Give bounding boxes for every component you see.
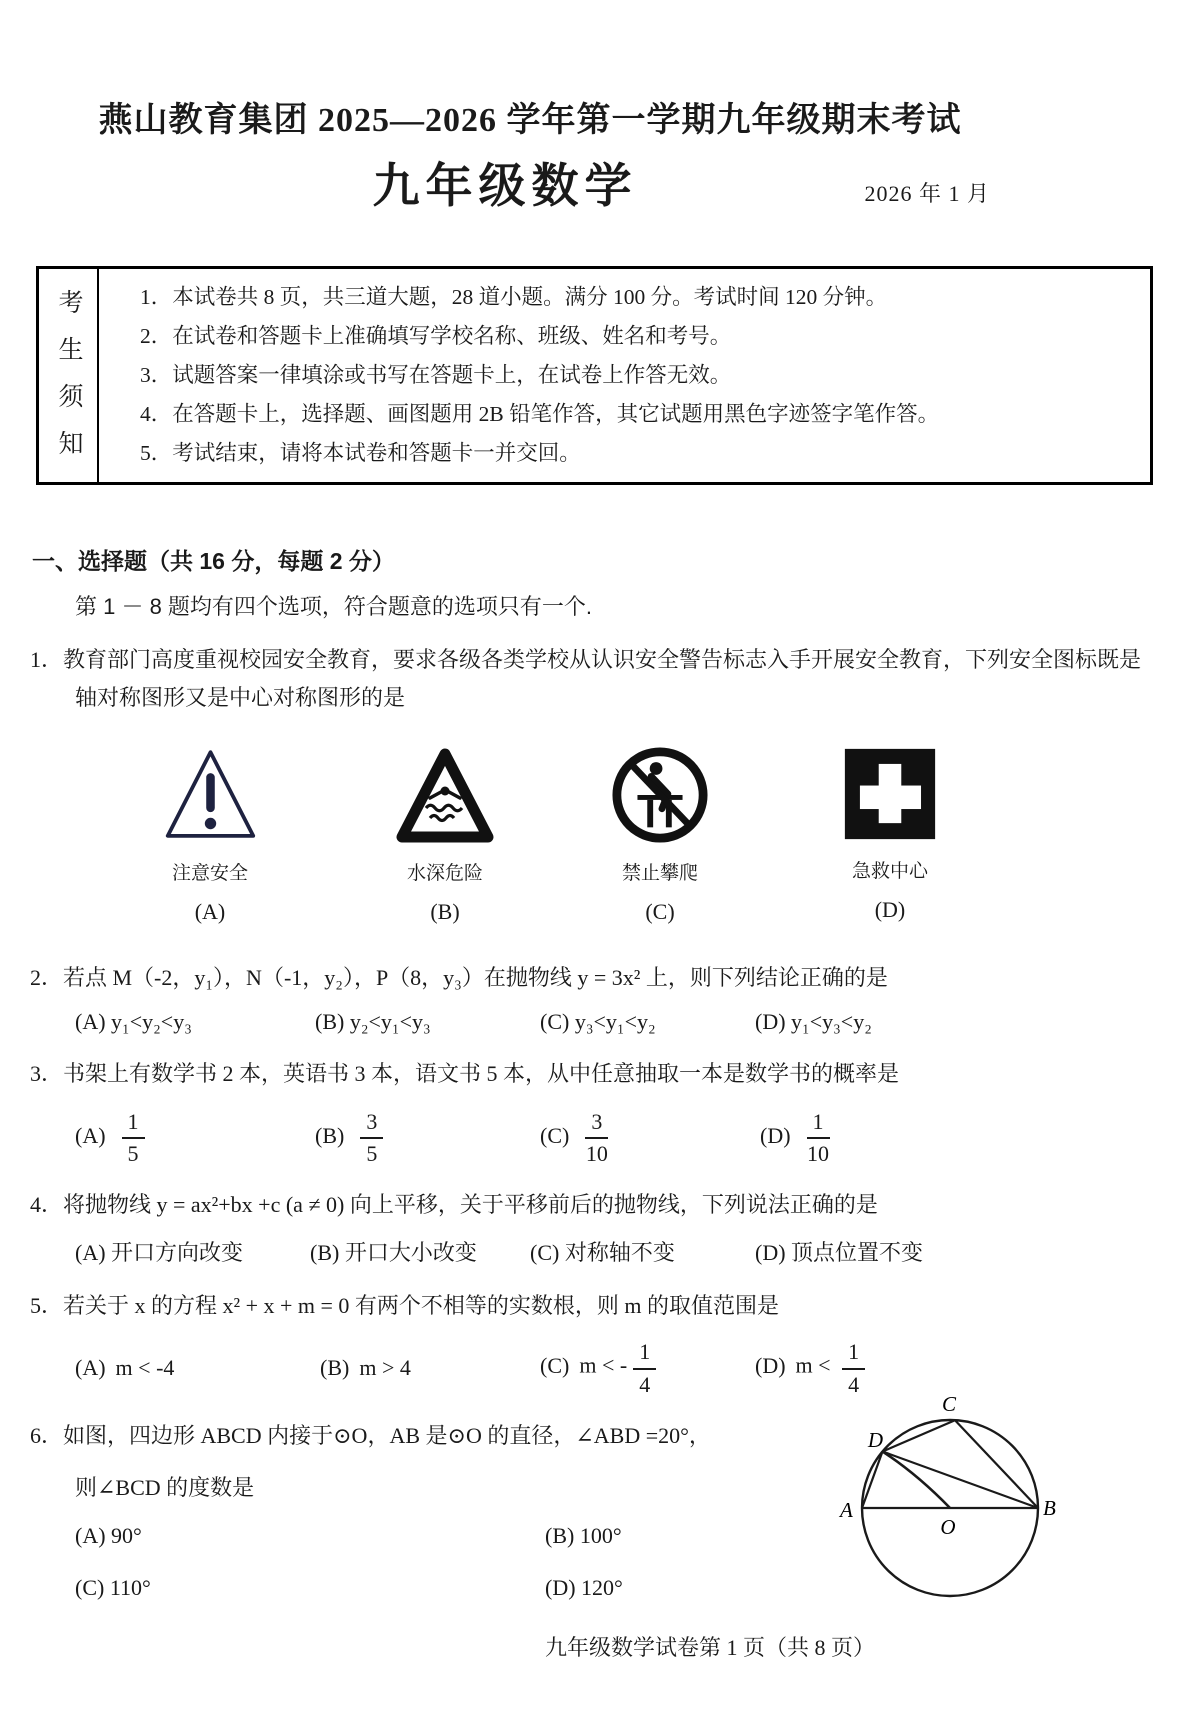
option: (A) 90°: [75, 1522, 142, 1548]
option: (D) y₁<y₃<y₂: [755, 1009, 872, 1034]
option-letter: (D): [755, 1353, 786, 1379]
fraction: $\frac{1}{10}$: [807, 1109, 830, 1167]
question-4-options: [30, 1236, 1160, 1267]
question-1-icons-row: [30, 745, 1160, 925]
option-letter: (D): [760, 1122, 791, 1148]
notice-item: 2．在试卷和答题卡上准确填写学校名称、班级、姓名和考号。: [140, 324, 732, 348]
notice-item: 4．在答题卡上，选择题、画图题用 2B 铅笔作答，其它试题用黑色字迹签字笔作答。: [140, 402, 940, 426]
question-1-text: 1．教育部门高度重视校园安全教育，要求各级各类学校从认识安全警告标志入手开展安全教育，下列安全图标既是轴对称图形又是中心对称图形的是: [30, 647, 1142, 710]
subject-title-row: [95, 149, 1095, 216]
option-prefix: m < -: [579, 1353, 628, 1379]
option-letter: (A): [75, 1122, 106, 1148]
fraction: $\frac{3}{5}$: [360, 1109, 383, 1166]
option-letter: (A): [194, 899, 226, 924]
diagram-label-d: D: [867, 1427, 883, 1452]
sign-label: 急救中心: [851, 861, 928, 882]
option-letter: (A): [75, 1355, 106, 1381]
option-b-sign: [365, 745, 525, 925]
sign-label: 水深危险: [406, 863, 483, 884]
notice-box: [36, 266, 1153, 485]
diagram-label-c: C: [941, 1391, 957, 1416]
option-letter: (B): [430, 899, 460, 924]
question-6-text: 6．如图，四边形 ABCD 内接于⊙O，AB 是⊙O 的直径，∠ABD =20°，: [30, 1422, 711, 1448]
notice-item: 1．本试卷共 8 页，共三道大题，28 道小题。满分 100 分。考试时间 120 分钟。: [140, 285, 888, 309]
question-2-text: 2．若点 M（-2，y₁），N（-1，y₂），P（8，y₃）在抛物线 y = 3x² 上，则下列结论正确的是: [30, 965, 888, 990]
notice-item-list: [99, 269, 949, 482]
exam-date: 2026 年 1 月: [864, 181, 990, 206]
notice-side-column: [39, 269, 99, 482]
no-climbing-icon: [611, 745, 709, 845]
option: (A) 开口方向改变: [75, 1240, 244, 1266]
question-6: [30, 1391, 1160, 1601]
option: (A) y₁<y₂<y₃: [75, 1009, 192, 1034]
sign-label: 禁止攀爬: [621, 863, 698, 884]
fraction: $\frac{3}{10}$: [585, 1109, 608, 1167]
fraction: $\frac{1}{5}$: [122, 1109, 145, 1166]
option-letter: (C): [540, 1353, 570, 1379]
option: (D) 顶点位置不变: [755, 1240, 924, 1266]
option: (B) 开口大小改变: [310, 1240, 477, 1266]
option: (B) 100°: [545, 1522, 622, 1548]
option-a-sign: [130, 745, 290, 925]
exam-body: [0, 543, 1190, 1662]
notice-item: 3．试题答案一律填涂或书写在答题卡上，在试卷上作答无效。: [140, 363, 732, 387]
option-value: m > 4: [359, 1355, 411, 1381]
option: (B) y₂<y₁<y₃: [315, 1009, 431, 1034]
question-2-options: [30, 1009, 1160, 1035]
question-4-text: 4．将抛物线 y = ax²+bx +c (a ≠ 0) 向上平移，关于平移前后的抛物线，下列说法正确的是: [30, 1192, 878, 1218]
question-6-options: [30, 1523, 775, 1601]
page-footer: 九年级数学试卷第 1 页（共 8 页）: [544, 1634, 875, 1660]
option: (C) 110°: [75, 1574, 151, 1600]
option-value: m < -4: [115, 1355, 175, 1381]
option-letter: (C): [645, 899, 675, 924]
question-5-text: 5．若关于 x 的方程 x² + x + m = 0 有两个不相等的实数根，则 m 的取值范围是: [30, 1293, 780, 1319]
warning-sign-icon: [163, 745, 258, 845]
section-heading: 一、选择题（共 16 分，每题 2 分）: [32, 548, 395, 574]
subject-title: 九年级数学: [372, 161, 638, 213]
fraction: $\frac{1}{4}$: [842, 1339, 865, 1396]
option: [540, 1339, 755, 1396]
option: [75, 1355, 320, 1381]
diagram-label-o: O: [940, 1514, 956, 1539]
option: [760, 1109, 1160, 1166]
option: [75, 1109, 315, 1166]
option-c-sign: [580, 745, 740, 925]
option-letter: (B): [315, 1122, 345, 1148]
option: (D) 120°: [545, 1574, 623, 1600]
option-prefix: m <: [795, 1353, 837, 1379]
notice-item: 5．考试结束，请将本试卷和答题卡一并交回。: [140, 441, 581, 465]
option: [540, 1109, 760, 1166]
option-d-sign: [810, 745, 970, 925]
option: (C) y₃<y₁<y₂: [540, 1009, 656, 1034]
option: [320, 1355, 540, 1381]
deep-water-icon: [395, 745, 495, 845]
notice-side-label: 考生须知: [55, 288, 82, 477]
question-3-text: 3．书架上有数学书 2 本，英语书 3 本，语文书 5 本，从中任意抽取一本是数学书的概率是: [30, 1061, 900, 1086]
first-aid-icon: [843, 745, 937, 843]
option-letter: (B): [320, 1355, 350, 1381]
fraction: $\frac{1}{4}$: [633, 1339, 656, 1396]
diagram-label-b: B: [1043, 1495, 1056, 1520]
diagram-label-a: A: [840, 1497, 853, 1522]
option-letter: (D): [874, 897, 906, 922]
exam-title: 燕山教育集团 2025—2026 学年第一学期九年级期末考试: [98, 102, 962, 139]
circle-diagram: [752, 1389, 1062, 1619]
question-3-options: [30, 1109, 1160, 1166]
sign-label: 注意安全: [171, 863, 248, 884]
option: [315, 1109, 540, 1166]
option: (C) 对称轴不变: [530, 1240, 675, 1266]
option-letter: (C): [540, 1122, 570, 1148]
section-note: 第 1 － 8 题均有四个选项，符合题意的选项只有一个.: [75, 594, 593, 619]
question-6-text-line2: 则∠BCD 的度数是: [75, 1474, 255, 1500]
